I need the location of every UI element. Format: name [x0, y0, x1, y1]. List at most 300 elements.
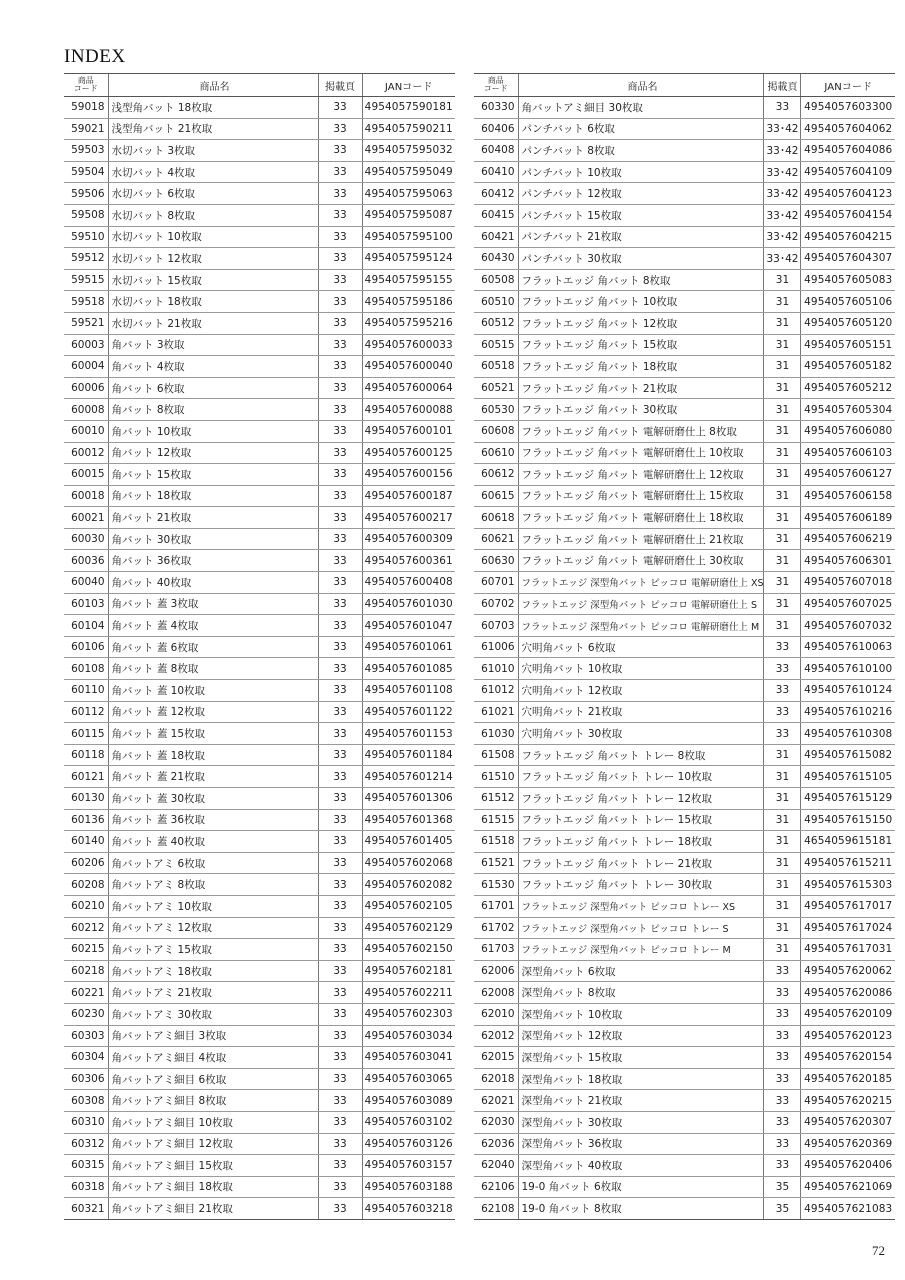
page-ref-cell: 33	[318, 161, 362, 183]
jan-code-cell: 4954057605083	[801, 269, 895, 291]
jan-code-cell: 4954057602105	[362, 895, 455, 917]
product-name-cell: 深型角バット 8枚取	[518, 982, 764, 1004]
product-name-cell: パンチバット 6枚取	[518, 118, 764, 140]
product-code-cell: 60518	[474, 356, 518, 378]
product-code-cell: 60406	[474, 118, 518, 140]
product-code-cell: 60121	[64, 766, 108, 788]
page-ref-cell: 33	[318, 766, 362, 788]
product-name-cell: 角バット 18枚取	[108, 485, 318, 507]
product-name-cell: 穴明角バット 10枚取	[518, 658, 764, 680]
page-ref-cell: 33	[318, 788, 362, 810]
page-ref-cell: 33	[318, 1111, 362, 1133]
product-name-cell: 角バットアミ細目 30枚取	[518, 97, 764, 119]
product-name-cell: 角バット 30枚取	[108, 528, 318, 550]
page-ref-cell: 33	[764, 1025, 801, 1047]
product-name-cell: 水切バット 10枚取	[108, 226, 318, 248]
product-name-cell: フラットエッジ 角バット 電解研磨仕上 12枚取	[518, 464, 764, 486]
product-name-cell: 角バットアミ 10枚取	[108, 895, 318, 917]
page-ref-cell: 33	[318, 1025, 362, 1047]
product-code-cell: 60103	[64, 593, 108, 615]
product-code-cell: 61515	[474, 809, 518, 831]
page-ref-cell: 33	[318, 831, 362, 853]
jan-code-cell: 4954057602129	[362, 917, 455, 939]
jan-code-cell: 4954057615150	[801, 809, 895, 831]
product-code-cell: 60630	[474, 550, 518, 572]
product-name-cell: フラットエッジ 深型角バット ピッコロ トレー M	[518, 939, 764, 961]
jan-code-cell: 4954057617031	[801, 939, 895, 961]
page-ref-cell: 31	[764, 939, 801, 961]
jan-code-cell: 4954057620154	[801, 1047, 895, 1069]
jan-code-cell: 4954057601368	[362, 809, 455, 831]
page-ref-cell: 31	[764, 420, 801, 442]
product-name-cell: フラットエッジ 深型角バット ピッコロ トレー S	[518, 917, 764, 939]
table-row	[474, 658, 895, 680]
page-ref-cell: 33･42	[764, 204, 801, 226]
jan-code-cell: 4954057595063	[362, 183, 455, 205]
page-ref-cell: 33	[318, 744, 362, 766]
product-code-cell: 60610	[474, 442, 518, 464]
table-row	[64, 960, 455, 982]
table-row	[474, 183, 895, 205]
product-name-cell: 水切バット 3枚取	[108, 140, 318, 162]
product-code-cell: 62010	[474, 1003, 518, 1025]
table-row	[474, 701, 895, 723]
product-name-cell: 水切バット 6枚取	[108, 183, 318, 205]
header-jan-code: JANコード	[801, 74, 895, 97]
jan-code-cell: 4954057601030	[362, 593, 455, 615]
product-code-cell: 59510	[64, 226, 108, 248]
table-row	[474, 895, 895, 917]
product-name-cell: 角バット 4枚取	[108, 356, 318, 378]
product-code-cell: 60003	[64, 334, 108, 356]
table-row	[64, 1047, 455, 1069]
table-row	[474, 464, 895, 486]
page-ref-cell: 31	[764, 766, 801, 788]
product-code-cell: 60512	[474, 312, 518, 334]
product-name-cell: 穴明角バット 21枚取	[518, 701, 764, 723]
product-code-cell: 60118	[64, 744, 108, 766]
product-code-cell: 59504	[64, 161, 108, 183]
jan-code-cell: 4954057603089	[362, 1090, 455, 1112]
table-row	[474, 1003, 895, 1025]
table-row	[64, 874, 455, 896]
product-name-cell: フラットエッジ 角バット 21枚取	[518, 377, 764, 399]
jan-code-cell: 4954057620369	[801, 1133, 895, 1155]
product-code-cell: 60304	[64, 1047, 108, 1069]
product-name-cell: 角バットアミ細目 4枚取	[108, 1047, 318, 1069]
page-ref-cell: 33	[318, 809, 362, 831]
jan-code-cell: 4954057600156	[362, 464, 455, 486]
product-name-cell: 角バット 10枚取	[108, 420, 318, 442]
table-row	[64, 485, 455, 507]
product-name-cell: 角バット 6枚取	[108, 377, 318, 399]
jan-code-cell: 4954057610308	[801, 723, 895, 745]
jan-code-cell: 4954057601061	[362, 636, 455, 658]
table-row	[474, 917, 895, 939]
page-ref-cell: 33	[764, 658, 801, 680]
page-ref-cell: 33･42	[764, 183, 801, 205]
product-code-cell: 60421	[474, 226, 518, 248]
jan-code-cell: 4954057600408	[362, 572, 455, 594]
product-code-cell: 62015	[474, 1047, 518, 1069]
product-code-cell: 60221	[64, 982, 108, 1004]
product-name-cell: 角バット 蓋 21枚取	[108, 766, 318, 788]
jan-code-cell: 4954057602211	[362, 982, 455, 1004]
product-code-cell: 59515	[64, 269, 108, 291]
page-ref-cell: 33	[318, 636, 362, 658]
table-row	[474, 723, 895, 745]
product-name-cell: 深型角バット 15枚取	[518, 1047, 764, 1069]
page-ref-cell: 33	[318, 723, 362, 745]
product-code-cell: 61021	[474, 701, 518, 723]
table-row	[64, 1176, 455, 1198]
jan-code-cell: 4954057604307	[801, 248, 895, 270]
product-code-cell: 60415	[474, 204, 518, 226]
jan-code-cell: 4954057604123	[801, 183, 895, 205]
product-code-cell: 60315	[64, 1155, 108, 1177]
table-row	[64, 809, 455, 831]
jan-code-cell: 4954057602082	[362, 874, 455, 896]
jan-code-cell: 4954057610100	[801, 658, 895, 680]
page-ref-cell: 33	[318, 1133, 362, 1155]
product-name-cell: 角バットアミ 15枚取	[108, 939, 318, 961]
jan-code-cell: 4954057601108	[362, 680, 455, 702]
product-name-cell: 19-0 角バット 8枚取	[518, 1198, 764, 1220]
page-ref-cell: 33	[318, 420, 362, 442]
page-ref-cell: 33	[318, 204, 362, 226]
table-row	[64, 204, 455, 226]
table-row	[64, 550, 455, 572]
product-name-cell: 角バット 3枚取	[108, 334, 318, 356]
jan-code-cell: 4954057600033	[362, 334, 455, 356]
product-code-cell: 61508	[474, 744, 518, 766]
page-ref-cell: 33	[318, 248, 362, 270]
jan-code-cell: 4954057603102	[362, 1111, 455, 1133]
product-name-cell: フラットエッジ 角バット トレー 15枚取	[518, 809, 764, 831]
jan-code-cell: 4954057602303	[362, 1003, 455, 1025]
product-code-cell: 60212	[64, 917, 108, 939]
page-ref-cell: 33	[318, 615, 362, 637]
page-ref-cell: 33	[318, 183, 362, 205]
product-name-cell: フラットエッジ 角バット 10枚取	[518, 291, 764, 313]
jan-code-cell: 4954057610063	[801, 636, 895, 658]
product-code-cell: 60608	[474, 420, 518, 442]
jan-code-cell: 4954057620109	[801, 1003, 895, 1025]
table-row	[474, 1111, 895, 1133]
product-code-cell: 60140	[64, 831, 108, 853]
product-code-cell: 60410	[474, 161, 518, 183]
product-code-cell: 59512	[64, 248, 108, 270]
table-row	[474, 334, 895, 356]
product-code-cell: 62036	[474, 1133, 518, 1155]
table-row	[64, 636, 455, 658]
page-ref-cell: 33	[318, 356, 362, 378]
table-row	[474, 485, 895, 507]
product-code-cell: 60036	[64, 550, 108, 572]
product-code-cell: 60618	[474, 507, 518, 529]
jan-code-cell: 4954057600101	[362, 420, 455, 442]
product-name-cell: 角バット 蓋 10枚取	[108, 680, 318, 702]
product-code-cell: 60040	[64, 572, 108, 594]
jan-code-cell: 4954057600040	[362, 356, 455, 378]
table-row	[64, 1111, 455, 1133]
page-ref-cell: 33	[318, 852, 362, 874]
table-row	[474, 939, 895, 961]
header-page: 掲載頁	[764, 74, 801, 97]
jan-code-cell: 4954057605304	[801, 399, 895, 421]
page-ref-cell: 33	[318, 658, 362, 680]
page-ref-cell: 33	[318, 572, 362, 594]
product-code-cell: 60312	[64, 1133, 108, 1155]
jan-code-cell: 4954057595049	[362, 161, 455, 183]
product-name-cell: 角バット 蓋 40枚取	[108, 831, 318, 853]
product-name-cell: フラットエッジ 深型角バット ピッコロ 電解研磨仕上 S	[518, 593, 764, 615]
page-ref-cell: 33	[764, 680, 801, 702]
product-name-cell: 深型角バット 21枚取	[518, 1090, 764, 1112]
product-name-cell: 角バット 蓋 12枚取	[108, 701, 318, 723]
product-name-cell: フラットエッジ 角バット トレー 18枚取	[518, 831, 764, 853]
jan-code-cell: 4954057595155	[362, 269, 455, 291]
page-ref-cell: 33	[764, 1047, 801, 1069]
jan-code-cell: 4954057607018	[801, 572, 895, 594]
table-row	[64, 1068, 455, 1090]
table-row	[64, 183, 455, 205]
product-name-cell: パンチバット 15枚取	[518, 204, 764, 226]
jan-code-cell: 4954057600187	[362, 485, 455, 507]
product-name-cell: 角バットアミ細目 6枚取	[108, 1068, 318, 1090]
product-code-cell: 62008	[474, 982, 518, 1004]
table-row	[64, 248, 455, 270]
page-ref-cell: 33･42	[764, 140, 801, 162]
page-ref-cell: 33	[318, 1155, 362, 1177]
jan-code-cell: 4954057603218	[362, 1198, 455, 1220]
product-code-cell: 61010	[474, 658, 518, 680]
page-ref-cell: 33	[318, 442, 362, 464]
table-row	[64, 420, 455, 442]
page-ref-cell: 33	[318, 464, 362, 486]
jan-code-cell: 4954057604062	[801, 118, 895, 140]
jan-code-cell: 4954057604154	[801, 204, 895, 226]
jan-code-cell: 4954057610124	[801, 680, 895, 702]
product-code-cell: 60218	[64, 960, 108, 982]
page-ref-cell: 33	[318, 334, 362, 356]
product-name-cell: 深型角バット 18枚取	[518, 1068, 764, 1090]
product-name-cell: フラットエッジ 角バット トレー 21枚取	[518, 852, 764, 874]
product-name-cell: 角バット 蓋 3枚取	[108, 593, 318, 615]
table-row	[474, 680, 895, 702]
page-ref-cell: 33	[318, 269, 362, 291]
page-ref-cell: 33･42	[764, 248, 801, 270]
jan-code-cell: 4954057601306	[362, 788, 455, 810]
product-code-cell: 62018	[474, 1068, 518, 1090]
product-name-cell: 深型角バット 40枚取	[518, 1155, 764, 1177]
product-code-cell: 60515	[474, 334, 518, 356]
table-row	[474, 788, 895, 810]
product-name-cell: パンチバット 10枚取	[518, 161, 764, 183]
product-code-cell: 60112	[64, 701, 108, 723]
product-code-cell: 60306	[64, 1068, 108, 1090]
product-code-cell: 59508	[64, 204, 108, 226]
table-row	[64, 291, 455, 313]
table-row	[64, 723, 455, 745]
jan-code-cell: 4954057604215	[801, 226, 895, 248]
page-number: 72	[872, 1243, 885, 1258]
table-row	[474, 831, 895, 853]
page-ref-cell: 33	[318, 1090, 362, 1112]
page-ref-cell: 33	[764, 636, 801, 658]
jan-code-cell: 4954057606127	[801, 464, 895, 486]
product-code-cell: 60004	[64, 356, 108, 378]
product-name-cell: 角バット 蓋 18枚取	[108, 744, 318, 766]
product-code-cell: 60104	[64, 615, 108, 637]
product-code-cell: 60701	[474, 572, 518, 594]
jan-code-cell: 4954057606158	[801, 485, 895, 507]
table-row	[474, 269, 895, 291]
page-ref-cell: 33	[318, 507, 362, 529]
table-row	[474, 312, 895, 334]
product-code-cell: 60330	[474, 97, 518, 119]
page-ref-cell: 33	[764, 723, 801, 745]
page-ref-cell: 33	[318, 528, 362, 550]
product-name-cell: 角バットアミ 30枚取	[108, 1003, 318, 1025]
jan-code-cell: 4954057620215	[801, 1090, 895, 1112]
page-ref-cell: 33	[318, 593, 362, 615]
page-ref-cell: 33	[318, 118, 362, 140]
jan-code-cell: 4954057620406	[801, 1155, 895, 1177]
jan-code-cell: 4954057595100	[362, 226, 455, 248]
product-name-cell: 深型角バット 36枚取	[518, 1133, 764, 1155]
product-name-cell: 角バット 蓋 30枚取	[108, 788, 318, 810]
table-row	[64, 788, 455, 810]
page-ref-cell: 31	[764, 895, 801, 917]
page-ref-cell: 33	[318, 97, 362, 119]
page-ref-cell: 33	[318, 291, 362, 313]
page-ref-cell: 33	[318, 485, 362, 507]
jan-code-cell: 4954057600088	[362, 399, 455, 421]
table-row	[64, 356, 455, 378]
product-code-cell: 59503	[64, 140, 108, 162]
product-name-cell: 水切バット 21枚取	[108, 312, 318, 334]
product-code-cell: 61510	[474, 766, 518, 788]
product-code-cell: 61012	[474, 680, 518, 702]
page-ref-cell: 33	[764, 1155, 801, 1177]
table-row	[64, 118, 455, 140]
page-ref-cell: 31	[764, 809, 801, 831]
table-row	[64, 572, 455, 594]
jan-code-cell: 4954057590181	[362, 97, 455, 119]
jan-code-cell: 4954057603065	[362, 1068, 455, 1090]
page-title: INDEX	[64, 46, 126, 67]
table-row	[474, 118, 895, 140]
page-ref-cell: 31	[764, 744, 801, 766]
product-code-cell: 61518	[474, 831, 518, 853]
page-ref-cell: 31	[764, 528, 801, 550]
table-row	[64, 1133, 455, 1155]
product-name-cell: 角バット 40枚取	[108, 572, 318, 594]
product-name-cell: 深型角バット 12枚取	[518, 1025, 764, 1047]
page-ref-cell: 31	[764, 615, 801, 637]
table-row	[474, 356, 895, 378]
jan-code-cell: 4954057620123	[801, 1025, 895, 1047]
table-row	[474, 1176, 895, 1198]
product-name-cell: フラットエッジ 角バット 12枚取	[518, 312, 764, 334]
table-row	[474, 550, 895, 572]
product-code-cell: 59518	[64, 291, 108, 313]
page-ref-cell: 31	[764, 507, 801, 529]
page-ref-cell: 31	[764, 269, 801, 291]
page-ref-cell: 33	[764, 97, 801, 119]
table-row	[64, 982, 455, 1004]
jan-code-cell: 4954057600361	[362, 550, 455, 572]
product-name-cell: フラットエッジ 角バット トレー 30枚取	[518, 874, 764, 896]
page-ref-cell: 33	[764, 1090, 801, 1112]
product-code-cell: 59018	[64, 97, 108, 119]
table-row	[474, 874, 895, 896]
jan-code-cell: 4954057615303	[801, 874, 895, 896]
page-ref-cell: 33	[318, 982, 362, 1004]
product-code-cell: 59506	[64, 183, 108, 205]
page-ref-cell: 31	[764, 831, 801, 853]
product-name-cell: 穴明角バット 12枚取	[518, 680, 764, 702]
page-ref-cell: 31	[764, 291, 801, 313]
table-row	[64, 895, 455, 917]
page-ref-cell: 33	[318, 1176, 362, 1198]
table-row	[474, 248, 895, 270]
page-ref-cell: 33	[764, 1133, 801, 1155]
table-row	[474, 1155, 895, 1177]
product-code-cell: 62021	[474, 1090, 518, 1112]
jan-code-cell: 4954057620086	[801, 982, 895, 1004]
product-code-cell: 60703	[474, 615, 518, 637]
page-ref-cell: 33	[318, 960, 362, 982]
page-ref-cell: 33	[764, 960, 801, 982]
product-code-cell: 60408	[474, 140, 518, 162]
jan-code-cell: 4954057610216	[801, 701, 895, 723]
jan-code-cell: 4954057621083	[801, 1198, 895, 1220]
page-ref-cell: 31	[764, 334, 801, 356]
jan-code-cell: 4954057595087	[362, 204, 455, 226]
jan-code-cell: 4954057615211	[801, 852, 895, 874]
product-code-cell: 60412	[474, 183, 518, 205]
product-name-cell: フラットエッジ 深型角バット ピッコロ トレー XS	[518, 895, 764, 917]
product-name-cell: フラットエッジ 角バット トレー 12枚取	[518, 788, 764, 810]
product-name-cell: 深型角バット 30枚取	[518, 1111, 764, 1133]
header-product-name: 商品名	[518, 74, 764, 97]
table-row	[64, 464, 455, 486]
product-name-cell: 角バット 蓋 4枚取	[108, 615, 318, 637]
product-name-cell: フラットエッジ 角バット 電解研磨仕上 15枚取	[518, 485, 764, 507]
jan-code-cell: 4954057606301	[801, 550, 895, 572]
table-row	[64, 701, 455, 723]
product-code-cell: 61512	[474, 788, 518, 810]
product-name-cell: 水切バット 18枚取	[108, 291, 318, 313]
page-ref-cell: 33	[764, 1003, 801, 1025]
table-row	[474, 399, 895, 421]
jan-code-cell: 4954057603300	[801, 97, 895, 119]
product-name-cell: 水切バット 8枚取	[108, 204, 318, 226]
product-code-cell: 60136	[64, 809, 108, 831]
page-ref-cell: 33･42	[764, 226, 801, 248]
jan-code-cell: 4954057601085	[362, 658, 455, 680]
table-row	[474, 1198, 895, 1220]
jan-code-cell: 4954057602068	[362, 852, 455, 874]
product-name-cell: 水切バット 4枚取	[108, 161, 318, 183]
jan-code-cell: 4954057595032	[362, 140, 455, 162]
product-code-cell: 60510	[474, 291, 518, 313]
product-name-cell: パンチバット 12枚取	[518, 183, 764, 205]
page-ref-cell: 33	[764, 701, 801, 723]
table-row	[64, 766, 455, 788]
